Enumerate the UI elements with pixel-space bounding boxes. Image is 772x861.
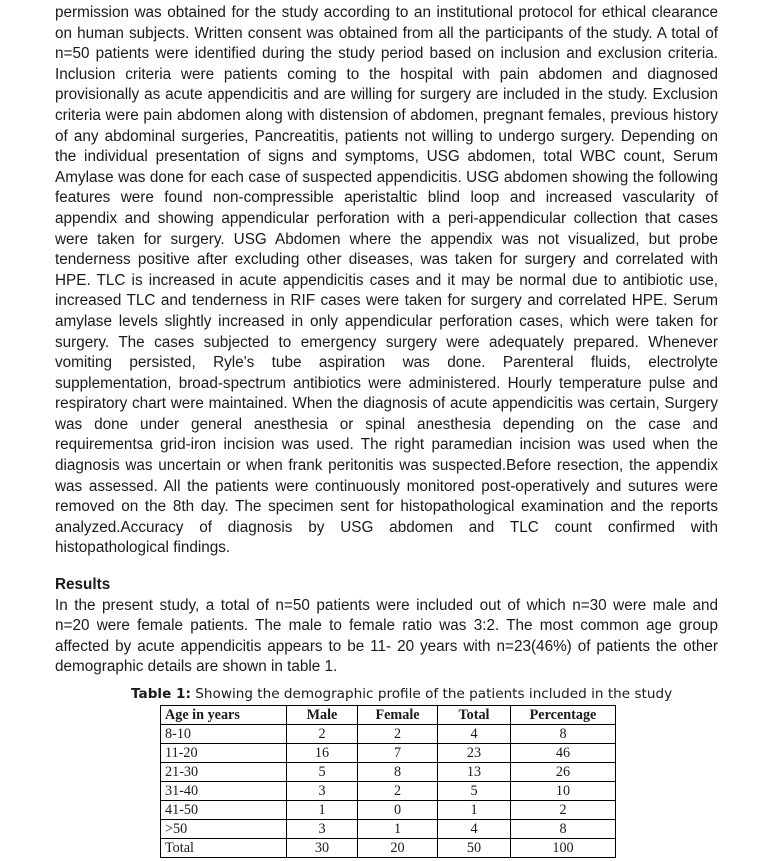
table-header-row [161, 706, 616, 725]
total-cell: 4 [438, 725, 511, 744]
table-caption [131, 685, 672, 703]
percentage-cell: 46 [511, 744, 616, 763]
total-cell: 5 [438, 782, 511, 801]
percentage-cell: 8 [511, 820, 616, 839]
article-body [55, 3, 718, 678]
percentage-cell: 100 [511, 839, 616, 858]
age-cell: 41-50 [161, 801, 287, 820]
female-cell: 20 [358, 839, 438, 858]
table-row [161, 782, 616, 801]
header-total: Total [438, 706, 511, 725]
female-cell: 0 [358, 801, 438, 820]
percentage-cell: 2 [511, 801, 616, 820]
age-cell: 11-20 [161, 744, 287, 763]
total-cell: 13 [438, 763, 511, 782]
table-row [161, 801, 616, 820]
results-paragraph: In the present study, a total of n=50 patients were included out of which n=30 were male and n=20 were female patients. The male to female ratio was 3:2. The most common age group affected by acute appendicitis appears to be 11- 20 years with n=23(46%) of patients the other demographic details are shown in table 1. [55, 596, 718, 676]
total-cell: 1 [438, 801, 511, 820]
total-cell: 23 [438, 744, 511, 763]
female-cell: 2 [358, 725, 438, 744]
male-cell: 16 [287, 744, 358, 763]
methods-paragraph: permission was obtained for the study according to an institutional protocol for ethical clearance on human subjects. Written consent was obtained from all the participants of the study. A total of n=50 patients were identified during the study period based on inclusion and exclusion criteria. Inclusion criteria were patients coming to the hospital with pain abdomen and diagnosed provisionally as acute appendicitis and are willing for surgery are included in the study. Exclusion criteria were pain abdomen along with distension of abdomen, pregnant females, previous history of any abdominal surgeries, Pancreatitis, patients not willing to undergo surgery. Depending on the individual presentation of signs and symptoms, USG abdomen, total WBC count, Serum Amylase was done for each case of suspected appendicitis. USG abdomen showing the following features were found non-compressible aperistaltic blind loop and increased vascularity of appendix and showing appendicular perforation with a peri-appendicular collection that cases were taken for surgery. USG Abdomen where the appendix was not visualized, but probe tenderness positive after excluding other diseases, was taken for surgery and correlated with HPE. TLC is increased in acute appendicitis cases and it may be normal due to antibiotic use, increased TLC and tenderness in RIF cases were taken for surgery and correlated HPE. Serum amylase levels slightly increased in only appendicular perforation cases, which were taken for surgery. The cases subjected to emergency surgery were adequately prepared. Whenever vomiting persisted, Ryle's tube aspiration was done. Parenteral fluids, electrolyte supplementation, broad-spectrum antibiotics were administered. Hourly temperature pulse and respiratory chart were maintained. When the diagnosis of acute appendicitis was certain, Surgery was done under general anesthesia or spinal anesthesia depending on the case and requirementsa grid-iron incision was used. The right paramedian incision was used when the diagnosis was uncertain or when frank peritonitis was suspected.Before resection, the appendix was assessed. All the patients were continuously monitored post-operatively and sutures were removed on the 8th day. The specimen sent for histopathological examination and the reports analyzed.Accuracy of diagnosis by USG abdomen and TLC count confirmed with histopathological findings. [55, 4, 718, 557]
female-cell: 7 [358, 744, 438, 763]
age-cell: 8-10 [161, 725, 287, 744]
header-percentage: Percentage [511, 706, 616, 725]
header-age: Age in years [161, 706, 287, 725]
results-heading: Results [55, 576, 111, 594]
age-cell: Total [161, 839, 287, 858]
male-cell: 3 [287, 782, 358, 801]
male-cell: 1 [287, 801, 358, 820]
total-cell: 50 [438, 839, 511, 858]
age-cell: 31-40 [161, 782, 287, 801]
table-row [161, 763, 616, 782]
table-row [161, 725, 616, 744]
percentage-cell: 8 [511, 725, 616, 744]
age-cell: 21-30 [161, 763, 287, 782]
age-cell: >50 [161, 820, 287, 839]
table-caption-text: Showing the demographic profile of the patients included in the study [190, 686, 673, 702]
percentage-cell: 26 [511, 763, 616, 782]
table-total-row [161, 839, 616, 858]
male-cell: 5 [287, 763, 358, 782]
table-row [161, 820, 616, 839]
percentage-cell: 10 [511, 782, 616, 801]
male-cell: 30 [287, 839, 358, 858]
demographic-table [160, 705, 616, 858]
total-cell: 4 [438, 820, 511, 839]
table-row [161, 744, 616, 763]
table-caption-label: Table 1: [131, 686, 191, 702]
male-cell: 2 [287, 725, 358, 744]
male-cell: 3 [287, 820, 358, 839]
female-cell: 1 [358, 820, 438, 839]
female-cell: 8 [358, 763, 438, 782]
header-female: Female [358, 706, 438, 725]
header-male: Male [287, 706, 358, 725]
female-cell: 2 [358, 782, 438, 801]
